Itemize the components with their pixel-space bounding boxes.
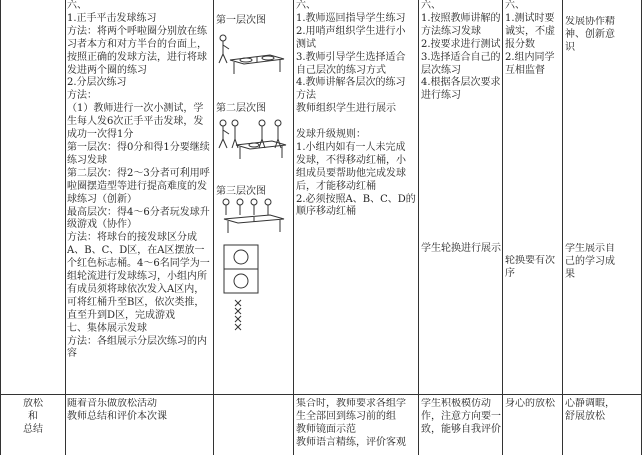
content-line: 第二层次：得2～3分者可利用呼 xyxy=(67,167,210,179)
table-border-left xyxy=(0,0,1,455)
content-line: 组轮流进行发球练习，小组内所 xyxy=(67,271,207,283)
teacher-line: 测试 xyxy=(296,38,316,50)
student-line: 六、 xyxy=(421,0,441,11)
content-line: 啦圈摆造型等进行提高难度的发 xyxy=(67,180,207,192)
column-divider xyxy=(65,0,66,455)
student-showcase-note: 学生轮换进行展示 xyxy=(421,243,501,254)
teacher-line: 发球升级规则： xyxy=(296,129,366,141)
teacher-line: 3.教师引导学生选择适合 xyxy=(296,51,406,63)
content-line: 球练习（创新） xyxy=(67,193,137,205)
serving-zone-diagram xyxy=(222,243,262,295)
student-activity-cell xyxy=(421,0,501,120)
eval-line: 身心的放松 xyxy=(505,398,555,409)
teacher-line: 4.教师讲解各层次的练习 xyxy=(296,77,406,89)
teacher-line: 教师镜面示范 xyxy=(296,423,356,435)
level-2-diagram xyxy=(216,117,290,167)
student-line: 层次练习 xyxy=(421,64,461,76)
content-line: 发进两个圈的练习 xyxy=(67,64,147,76)
teacher-line: 六、 xyxy=(296,0,316,11)
column-divider xyxy=(293,0,294,455)
figure-label-level-3: 第三层次图 xyxy=(216,186,266,197)
content-line: 方法：将两个呼啦圈分别放在练 xyxy=(67,25,207,37)
goal-line: 神、创新意 xyxy=(565,28,615,40)
bottom-content-cell xyxy=(67,398,212,454)
bottom-teacher-cell xyxy=(296,398,417,455)
student-line: 致，能够自我评价 xyxy=(421,423,501,435)
teacher-line: 后，才能移动红桶 xyxy=(296,180,376,192)
content-line: 方法：将球台的接发球区分成 xyxy=(67,232,197,244)
teacher-line: 顺序移动红桶 xyxy=(296,206,356,218)
eval-line: 序 xyxy=(505,267,515,279)
teacher-line: 2.必须按照A、B、C、D的 xyxy=(296,193,416,205)
student-line: 3.选择适合自己的 xyxy=(421,51,501,63)
column-divider xyxy=(502,0,503,455)
figure-label-level-1: 第一层次图 xyxy=(216,15,266,26)
content-line: 七、集体展示发球 xyxy=(67,322,147,334)
student-line: 作，注意方向要一 xyxy=(421,410,501,422)
teacher-line xyxy=(296,116,417,129)
column-divider xyxy=(418,0,419,455)
student-line: 进行练习 xyxy=(421,90,461,102)
stage-label-line: 和 xyxy=(28,410,38,422)
content-line: 最高层次：得4～6分者玩发球升 xyxy=(67,206,210,218)
content-line: A、B、C、D区，在A区摆放一 xyxy=(67,245,205,257)
goal-line: 心静调暇， xyxy=(565,398,615,409)
eval-line: 诚实，不虚 xyxy=(505,25,555,37)
content-line: 成功一次得1分 xyxy=(67,129,134,141)
content-line: 级游戏（协作） xyxy=(67,219,137,231)
main-content-cell xyxy=(67,0,212,394)
evaluation-rotation-note xyxy=(505,255,562,285)
goal-line: 发展协作精 xyxy=(565,16,615,27)
goal-line: 舒展放松 xyxy=(565,410,605,422)
column-divider xyxy=(213,0,214,455)
student-line: 4.根据各层次要求 xyxy=(421,77,501,89)
goal-line: 识 xyxy=(565,41,575,53)
teacher-line: 方法 xyxy=(296,90,316,102)
teacher-line: 1.小组内如有一人未完成 xyxy=(296,141,406,153)
teacher-line: 教师组织学生进行展示 xyxy=(296,103,396,115)
stage-label-cell xyxy=(2,398,64,454)
content-line: 按照正确的发球方法，进行将球 xyxy=(67,51,207,63)
teacher-line: 2.用哨声组织学生进行小 xyxy=(296,25,406,37)
figure-label-level-2: 第二层次图 xyxy=(216,103,266,114)
content-line: 直至升到D区，完成游戏 xyxy=(67,309,176,321)
teacher-line: 组成员要帮助他完成发球 xyxy=(296,167,406,179)
row-divider xyxy=(0,394,642,395)
content-line: 第一层次：得0分和得1分要继续 xyxy=(67,141,210,153)
content-line: 1.正手平击发球练习 xyxy=(67,12,157,24)
eval-line: 1.测试时要 xyxy=(505,12,555,24)
content-line: 习者本方和对方半台的台面上， xyxy=(67,38,207,50)
goal-cell-top xyxy=(565,16,641,60)
teacher-line: 集合时，教师要求各组学 xyxy=(296,398,406,409)
bottom-eval-cell xyxy=(505,398,562,454)
level-3-diagram xyxy=(216,197,290,237)
student-line: 2.按要求进行测试 xyxy=(421,38,501,50)
teacher-line: 教师语言精练，评价客观 xyxy=(296,436,406,448)
teacher-line: 1.教师巡回指导学生练习 xyxy=(296,12,406,24)
content-line: 教师总结和评价本次课 xyxy=(67,410,167,422)
bottom-goal-cell xyxy=(565,398,641,454)
goal-line: 学生展示自 xyxy=(565,243,615,254)
teacher-line: 发球，不得移动红桶，小 xyxy=(296,154,406,166)
eval-line: 报分数 xyxy=(505,38,535,50)
goal-line: 己的学习成 xyxy=(565,255,615,267)
content-line: 生每人发6次正手平击发球，发 xyxy=(67,116,204,128)
teacher-activity-cell xyxy=(296,0,417,394)
student-line: 1.按照教师讲解的 xyxy=(421,12,501,24)
evaluation-cell xyxy=(505,0,562,90)
content-line: 个红色标志桶。4～6名同学为一 xyxy=(67,258,210,270)
column-divider xyxy=(562,0,563,455)
eval-line: 2.组内同学 xyxy=(505,51,555,63)
content-line: 可将红桶升至B区，依次类推， xyxy=(67,296,205,308)
content-line: 容 xyxy=(67,348,77,360)
bottom-student-cell xyxy=(421,398,501,454)
student-markers-icon xyxy=(232,298,248,332)
teacher-line: 自己层次的练习方式 xyxy=(296,64,386,76)
student-line: 方法练习发球 xyxy=(421,25,481,37)
content-line: 有成员须将球依次发入A区内， xyxy=(67,283,205,295)
eval-line: 轮换要有次 xyxy=(505,255,555,266)
eval-line: 六、 xyxy=(505,0,525,11)
content-line: 2.分层次练习 xyxy=(67,77,127,89)
level-1-diagram xyxy=(216,30,290,88)
content-line: （1）教师进行一次小测试，学 xyxy=(67,103,204,115)
eval-line: 互相监督 xyxy=(505,64,545,76)
teacher-line: 生全部回到练习前的组 xyxy=(296,410,396,422)
content-line: 随着音乐做放松活动 xyxy=(67,398,157,409)
stage-label-line: 总结 xyxy=(23,423,43,435)
content-line: 方法： xyxy=(67,90,97,102)
goal-line: 果 xyxy=(565,268,575,280)
student-line: 学生积极模仿动 xyxy=(421,398,491,409)
content-line: 六、 xyxy=(67,0,87,11)
stage-label-line: 放松 xyxy=(23,398,43,409)
content-line: 方法：各组展示分层次练习的内 xyxy=(67,335,207,347)
goal-cell-bottom xyxy=(565,243,641,287)
content-line: 练习发球 xyxy=(67,154,107,166)
